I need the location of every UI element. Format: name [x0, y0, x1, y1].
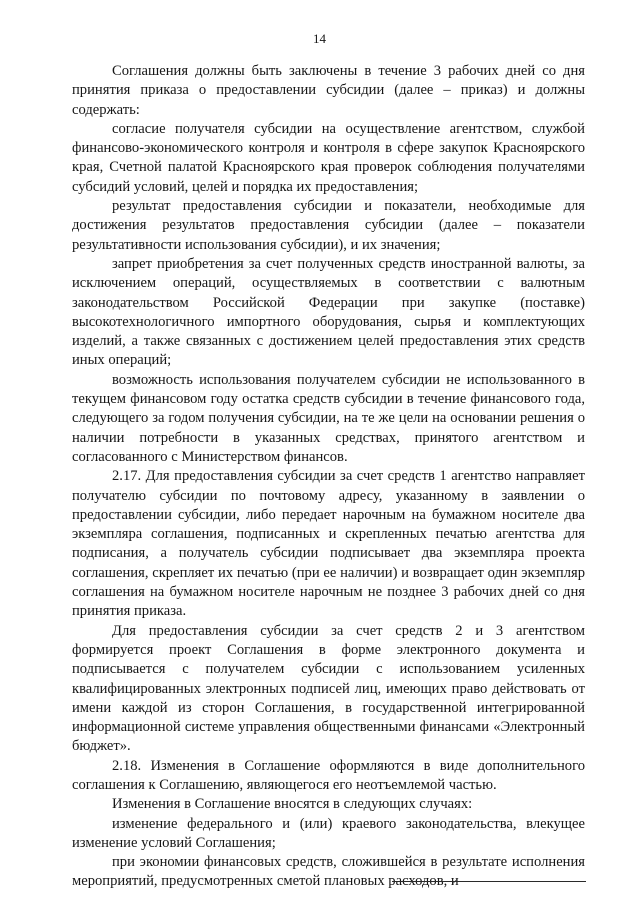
paragraph-electronic-agreement: Для предоставления субсидии за счет средств 2 и 3 агентством формируется проект Соглашения в форме электронного документа и подписывается с получателем субсидии с использованием усиленных квалифицированных электронных подписей лиц, имеющих право действовать от имени каждой из сторон Соглашения, в государственной интегрированной информационной системе управления общественными финансами «Электронный бюджет». — [72, 622, 585, 755]
paragraph-agreement-terms: Соглашения должны быть заключены в течение 3 рабочих дней со дня принятия приказа о предоставлении субсидии (далее – приказ) и должны содержать: — [72, 63, 585, 118]
paragraph-savings: при экономии финансовых средств, сложившейся в результате исполнения мероприятий, предусмотренных сметой плановых расходов, и — [72, 854, 585, 890]
paragraph-inspection-consent: согласие получателя субсидии на осуществление агентством, службой финансово-экономического контроля и контроля в сфере закупок Красноярского края, Счетной палатой Красноярского края проверок соблюдения получателями субсидий условий, целей и порядка их предоставления; — [72, 120, 585, 195]
paragraph-currency-ban: запрет приобретения за счет полученных средств иностранной валюты, за исключением операций, осуществляемых в соответствии с валютным законодательством Российской Федерации при закупке (поставке) высокотехнологичного импортного оборудования, сырья и комплектующих изделий, а также связанных с достижением целей предоставления этих средств иных операций; — [72, 255, 585, 369]
paragraph-section-2-18: 2.18. Изменения в Соглашение оформляются в виде дополнительного соглашения к Соглашению, являющегося его неотъемлемой частью. — [72, 757, 585, 793]
paragraph-change-cases: Изменения в Соглашение вносятся в следующих случаях: — [112, 796, 473, 813]
paragraph-legislation-change: изменение федерального и (или) краевого законодательства, влекущее изменение условий Соглашения; — [72, 815, 585, 851]
footer-divider-line — [392, 881, 586, 882]
page-number: 14 — [313, 31, 326, 46]
paragraph-result-indicators: результат предоставления субсидии и показатели, необходимые для достижения результатов предоставления субсидии (далее – показатели результативности использования субсидии), и их значения; — [72, 198, 585, 253]
paragraph-unused-balance: возможность использования получателем субсидии не использованного в текущем финансовом году остатка средств субсидии в течение финансового года, следующего за годом получения субсидии, на те же цели на основании решения о наличии потребности в указанных средствах, принятого агентством и согласованного с Министерством финансов. — [72, 371, 585, 465]
paragraph-section-2-17: 2.17. Для предоставления субсидии за счет средств 1 агентство направляет получателю субсидии по почтовому адресу, указанному в заявлении о предоставлении субсидии, либо передает нарочным на бумажном носителе два экземпляра соглашения, подписанных и скрепленных печатью агентства для подписания, а получатель субсидии подписывает два экземпляра проекта соглашения, скрепляет их печатью (при ее наличии) и возвращает один экземпляр соглашения на бумажном носителе нарочным не позднее 3 рабочих дней со дня принятия приказа. — [72, 468, 585, 620]
document-body — [72, 62, 585, 892]
